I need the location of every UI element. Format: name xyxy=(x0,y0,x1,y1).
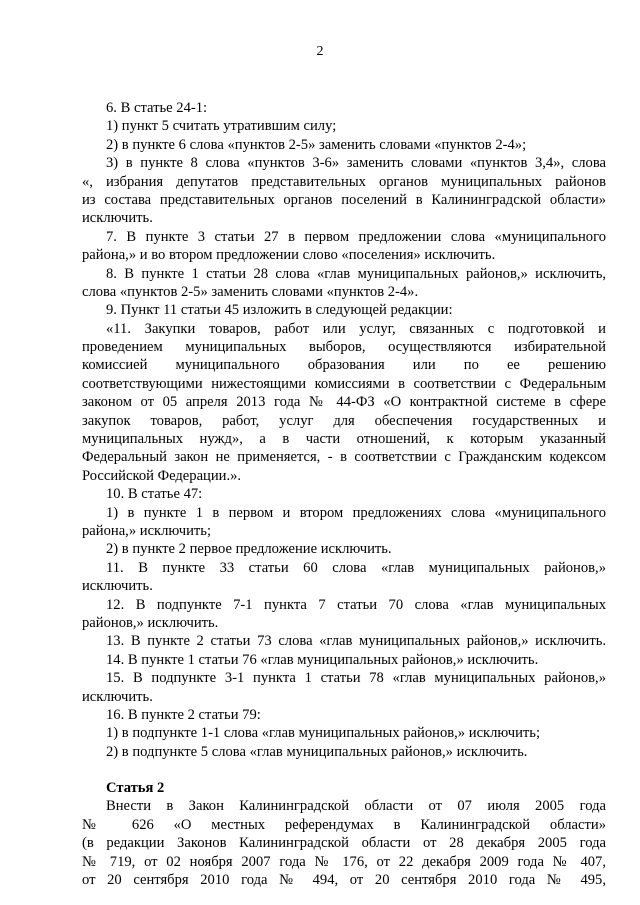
text-line: районов,» исключить. xyxy=(82,614,219,631)
text-line: 2) в пункте 6 слова «пунктов 2-5» заменить словами «пунктов 2-4»; xyxy=(106,136,527,153)
text-line: 12. В подпункте 7-1 пункта 7 статьи 70 слова «глав муниципальных xyxy=(106,596,606,613)
text-line: 1) пункт 5 считать утратившим силу; xyxy=(106,118,337,135)
text-line: (в редакции Законов Калининградской области от 28 декабря 2005 года xyxy=(82,835,606,852)
text-line: 2) в подпункте 5 слова «глав муниципальных районов,» исключить. xyxy=(106,743,528,760)
text-line: Российской Федерации.». xyxy=(82,467,242,484)
text-line: от 20 сентября 2010 года № 494, от 20 сентября 2010 года № 495, xyxy=(82,872,606,889)
text-line: 3) в пункте 8 слова «пунктов 3-6» заменить словами «пунктов 3,4», слова xyxy=(106,155,606,172)
text-line: 6. В статье 24-1: xyxy=(106,100,208,116)
text-line: района,» и во втором предложении слово «поселения» исключить. xyxy=(82,247,496,264)
text-line: 14. В пункте 1 статьи 76 «глав муниципальных районов,» исключить. xyxy=(106,651,539,668)
text-line: района,» исключить; xyxy=(82,522,212,539)
text-line: 9. Пункт 11 статьи 45 изложить в следующей редакции: xyxy=(106,302,453,319)
text-line: № 719, от 02 ноября 2007 года № 176, от 22 декабря 2009 года № 407, xyxy=(82,853,606,870)
text-line: «, избрания депутатов представительных органов муниципальных районов xyxy=(82,173,606,190)
section-gap xyxy=(82,761,606,779)
page-number: 2 xyxy=(316,44,324,59)
text-line: 7. В пункте 3 статьи 27 в первом предложении слова «муниципального xyxy=(106,228,606,245)
text-line: слова «пунктов 2-5» заменить словами «пунктов 2-4». xyxy=(82,283,419,300)
text-line: исключить. xyxy=(82,210,153,227)
text-line: 15. В подпункте 3-1 пункта 1 статьи 78 «глав муниципальных районов,» xyxy=(106,670,606,687)
text-line: комиссией муниципального образования или по ее решению xyxy=(82,357,606,374)
text-line: 16. В пункте 2 статьи 79: xyxy=(106,706,261,723)
text-line: 10. В статье 47: xyxy=(106,486,203,503)
document-body xyxy=(82,99,606,889)
text-line: «11. Закупки товаров, работ или услуг, связанных с подготовкой и xyxy=(106,320,606,337)
article-heading: Статья 2 xyxy=(106,780,165,797)
text-line: 1) в пункте 1 в первом и втором предложениях слова «муниципального xyxy=(106,504,606,521)
text-line: 2) в пункте 2 первое предложение исключить. xyxy=(106,541,392,558)
text-line: исключить. xyxy=(82,688,153,705)
text-line: соответствующими нижестоящими комиссиями в соответствии с Федеральным xyxy=(82,375,606,392)
text-line: № 626 «О местных референдумах в Калининградской области» xyxy=(82,816,606,833)
text-line: муниципальных нужд», а в части отношений, к которым указанный xyxy=(82,431,606,448)
text-line: 13. В пункте 2 статьи 73 слова «глав муниципальных районов,» исключить. xyxy=(106,633,606,650)
text-line: 8. В пункте 1 статьи 28 слова «глав муниципальных районов,» исключить, xyxy=(106,265,606,282)
text-line: исключить. xyxy=(82,578,153,595)
text-line: законом от 05 апреля 2013 года № 44-ФЗ «О контрактной системе в сфере xyxy=(82,394,606,411)
text-line: проведением муниципальных выборов, осуществляются избирательной xyxy=(82,339,606,356)
text-line: Внести в Закон Калининградской области от 07 июля 2005 года xyxy=(106,798,606,815)
text-line: 11. В пункте 33 статьи 60 слова «глав муниципальных районов,» xyxy=(106,559,606,576)
text-line: из состава представительных органов поселений в Калининградской области» xyxy=(82,191,606,208)
text-line: Федеральный закон не применяется, - в соответствии с Гражданским кодексом xyxy=(82,449,606,466)
text-line: 1) в подпункте 1-1 слова «глав муниципальных районов,» исключить; xyxy=(106,725,540,742)
text-line: закупок товаров, работ, услуг для обеспечения государственных и xyxy=(82,412,606,429)
